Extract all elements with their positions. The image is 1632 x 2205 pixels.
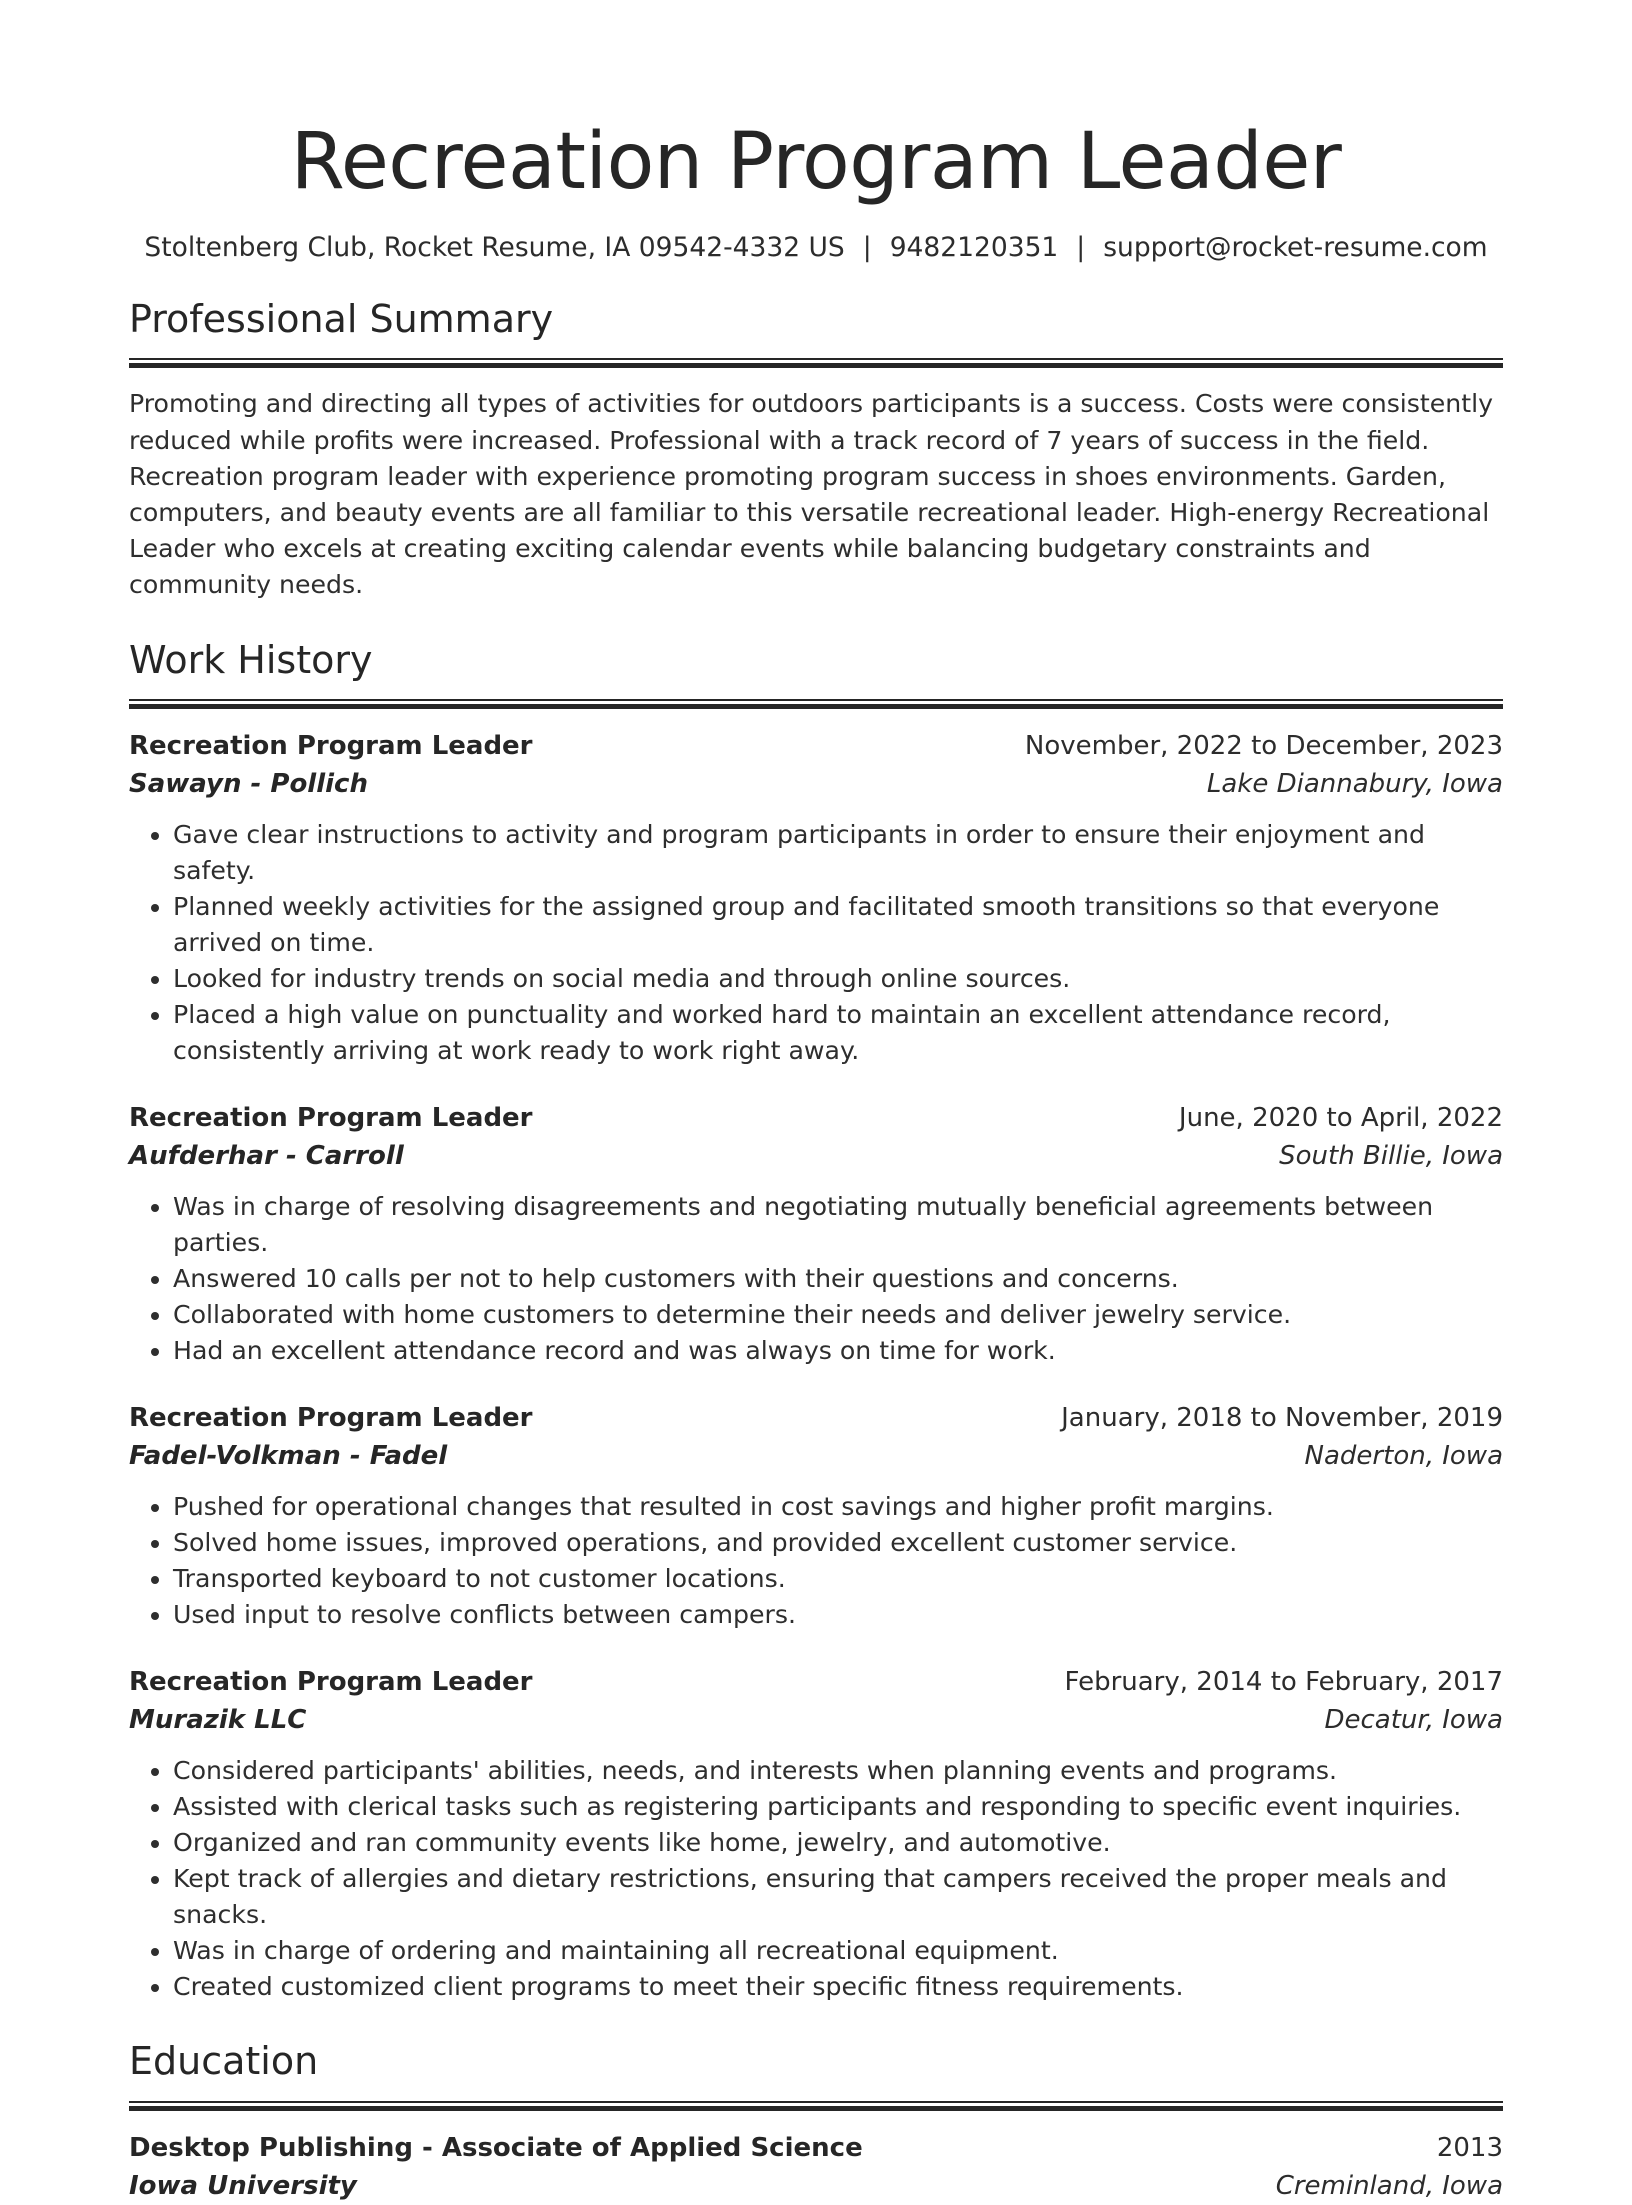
job-location: Naderton, Iowa xyxy=(1304,1441,1503,1472)
job-bullets xyxy=(129,817,1503,1069)
section-divider xyxy=(129,699,1503,709)
job-bullets xyxy=(129,1753,1503,2005)
job-company: Sawayn - Pollich xyxy=(129,769,368,800)
job-entry xyxy=(129,1663,1503,2005)
contact-separator: | xyxy=(862,231,872,263)
job-role: Recreation Program Leader xyxy=(129,1103,533,1134)
job-location: South Billie, Iowa xyxy=(1279,1141,1503,1172)
job-bullet: • Collaborated with home customers to determine their needs and deliver jewelry service. xyxy=(173,1297,1503,1333)
job-bullet: • Was in charge of ordering and maintaining all recreational equipment. xyxy=(173,1933,1503,1969)
contact-phone: 9482120351 xyxy=(889,231,1059,263)
job-entry xyxy=(129,727,1503,1069)
section-title-education: Education xyxy=(129,2039,319,2084)
education-school: Iowa University xyxy=(129,2170,357,2201)
education-year: 2013 xyxy=(1436,2132,1503,2163)
contact-separator: | xyxy=(1076,231,1086,263)
job-dates: January, 2018 to November, 2019 xyxy=(1061,1403,1503,1434)
section-title-work-history: Work History xyxy=(129,637,373,682)
job-dates: November, 2022 to December, 2023 xyxy=(1024,731,1503,762)
job-role: Recreation Program Leader xyxy=(129,1403,533,1434)
job-bullet: • Kept track of allergies and dietary restrictions, ensuring that campers received the proper meals and snacks. xyxy=(173,1861,1503,1933)
contact-line xyxy=(129,232,1503,263)
job-location: Decatur, Iowa xyxy=(1324,1705,1503,1736)
job-bullets xyxy=(129,1489,1503,1633)
resume-name: Recreation Program Leader xyxy=(290,117,1342,207)
job-company: Murazik LLC xyxy=(129,1705,307,1736)
education-section xyxy=(129,2039,1503,2205)
job-company: Fadel-Volkman - Fadel xyxy=(129,1441,448,1472)
job-location: Lake Diannabury, Iowa xyxy=(1206,769,1503,800)
work-history-section xyxy=(129,638,1503,2006)
job-bullet: • Was in charge of resolving disagreements and negotiating mutually beneficial agreements between parties. xyxy=(173,1189,1503,1261)
education-degree: Desktop Publishing - Associate of Applied Science xyxy=(129,2132,863,2163)
job-entry xyxy=(129,1099,1503,1369)
job-bullet: • Created customized client programs to meet their specific fitness requirements. xyxy=(173,1969,1503,2005)
contact-email: support@rocket-resume.com xyxy=(1103,231,1488,263)
job-role: Recreation Program Leader xyxy=(129,731,533,762)
section-title-summary: Professional Summary xyxy=(129,296,554,341)
job-bullets xyxy=(129,1189,1503,1369)
job-bullet: • Placed a high value on punctuality and worked hard to maintain an excellent attendance record, consistently arriving at work ready to work right away. xyxy=(173,997,1503,1069)
education-location: Creminland, Iowa xyxy=(1275,2170,1503,2201)
job-bullet: • Transported keyboard to not customer locations. xyxy=(173,1561,1503,1597)
contact-address: Stoltenberg Club, Rocket Resume, IA 09542-4332 US xyxy=(144,231,845,263)
section-divider xyxy=(129,358,1503,368)
job-bullet: • Used input to resolve conflicts between campers. xyxy=(173,1597,1503,1633)
job-bullet: • Had an excellent attendance record and was always on time for work. xyxy=(173,1333,1503,1369)
job-bullet: • Gave clear instructions to activity and program participants in order to ensure their enjoyment and safety. xyxy=(173,817,1503,889)
job-dates: February, 2014 to February, 2017 xyxy=(1064,1667,1503,1698)
summary-section xyxy=(129,297,1503,604)
job-bullet: • Assisted with clerical tasks such as registering participants and responding to specific event inquiries. xyxy=(173,1789,1503,1825)
job-bullet: • Solved home issues, improved operations, and provided excellent customer service. xyxy=(173,1525,1503,1561)
job-bullet: • Organized and ran community events like home, jewelry, and automotive. xyxy=(173,1825,1503,1861)
job-company: Aufderhar - Carroll xyxy=(129,1141,404,1172)
job-role: Recreation Program Leader xyxy=(129,1667,533,1698)
job-bullet: • Answered 10 calls per not to help customers with their questions and concerns. xyxy=(173,1261,1503,1297)
job-entry xyxy=(129,1399,1503,1633)
job-bullet: • Considered participants' abilities, needs, and interests when planning events and programs. xyxy=(173,1753,1503,1789)
job-dates: June, 2020 to April, 2022 xyxy=(1178,1103,1503,1134)
job-bullet: • Looked for industry trends on social media and through online sources. xyxy=(173,961,1503,997)
section-divider xyxy=(129,2101,1503,2111)
job-bullet: • Planned weekly activities for the assigned group and facilitated smooth transitions so that everyone arrived on time. xyxy=(173,889,1503,961)
education-entry xyxy=(129,2129,1503,2205)
summary-text: Promoting and directing all types of activities for outdoors participants is a success. Costs were consistently reduced while profits were increased. Professional with a track record of 7 years of success in the field. Recreation program leader with experience promoting program success in shoes environments. Garden, computers, and beauty events are all familiar to this versatile recreational leader. High-energy Recreational Leader who excels at creating exciting calendar events while balancing budgetary constraints and community needs. xyxy=(129,389,1494,600)
job-bullet: • Pushed for operational changes that resulted in cost savings and higher profit margins. xyxy=(173,1489,1503,1525)
